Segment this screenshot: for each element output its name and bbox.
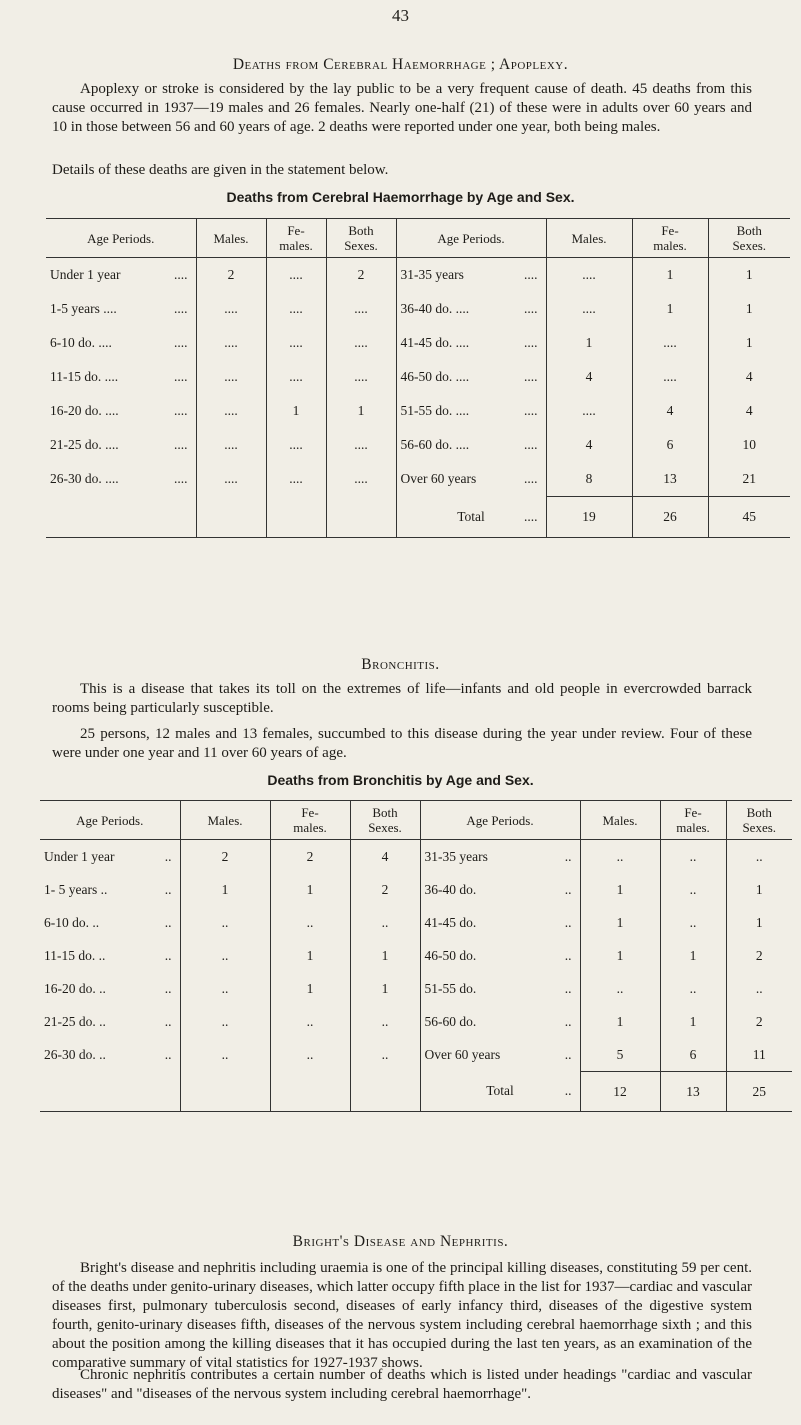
value-cell: 1 xyxy=(580,1005,660,1038)
age-period-cell xyxy=(46,360,196,394)
age-period-label: 21-25 do. .... xyxy=(50,437,119,452)
column-header: Males. xyxy=(580,801,660,840)
value-cell: .. xyxy=(350,906,420,939)
age-period-cell xyxy=(396,394,546,428)
apoplexy-table xyxy=(46,218,790,538)
leader-dots: .... xyxy=(524,335,538,350)
age-period-cell xyxy=(396,428,546,462)
value-cell: 1 xyxy=(270,972,350,1005)
column-header: Age Periods. xyxy=(420,801,580,840)
column-header: Fe- males. xyxy=(270,801,350,840)
brights-paragraph-1: Bright's disease and nephritis including uraemia is one of the principal killing diseases, constituting 59 per cent. of the deaths under genito-urinary diseases, which latter occupy fifth place in the list for 1937—cardiac and vascular diseases first, pulmonary tuberculosis second, diseases of early infancy third, diseases of the digestive system fourth, genito-urinary diseases fifth, diseases of the nervous system including cerebral haemorrhage sixth ; and this about the position among the killing diseases that it has occupied during the last ten years, as an examination of the comparative summary of vital statistics for 1927-1937 shows. xyxy=(52,1260,752,1371)
table-row xyxy=(40,972,792,1005)
column-header: Males. xyxy=(196,219,266,258)
value-cell: .... xyxy=(266,462,326,497)
value-cell: 2 xyxy=(726,1005,792,1038)
value-cell: 10 xyxy=(708,428,790,462)
value-cell: .... xyxy=(266,326,326,360)
value-cell: .... xyxy=(196,292,266,326)
age-period-cell xyxy=(40,906,180,939)
value-cell: 1 xyxy=(708,326,790,360)
age-period-cell xyxy=(46,292,196,326)
value-cell: 1 xyxy=(326,394,396,428)
age-period-label: Over 60 years xyxy=(400,471,477,487)
value-cell: .. xyxy=(580,972,660,1005)
apoplexy-heading: Deaths from Cerebral Haemorrhage ; Apoplexy. xyxy=(232,56,569,73)
age-period-cell xyxy=(46,462,196,497)
table-row xyxy=(46,292,790,326)
table-row xyxy=(46,428,790,462)
leader-dots: .. xyxy=(164,980,172,996)
age-period-cell xyxy=(46,394,196,428)
table-row xyxy=(46,394,790,428)
empty-cell xyxy=(266,497,326,538)
empty-cell xyxy=(350,1072,420,1112)
table-row xyxy=(46,258,790,293)
leader-dots: .... xyxy=(174,403,188,418)
column-header: Males. xyxy=(546,219,632,258)
value-cell: .. xyxy=(726,840,792,874)
value-cell: 1 xyxy=(726,873,792,906)
empty-cell xyxy=(46,497,196,538)
value-cell: .. xyxy=(726,972,792,1005)
leader-dots: .... xyxy=(174,437,188,452)
value-cell: 4 xyxy=(546,360,632,394)
column-header: Age Periods. xyxy=(40,801,180,840)
age-period-label: 36-40 do. .... xyxy=(400,301,470,316)
value-cell: 1 xyxy=(708,292,790,326)
leader-dots: .. xyxy=(164,914,172,930)
total-value-cell: 25 xyxy=(726,1072,792,1112)
leader-dots: .. xyxy=(164,947,172,963)
age-period-label: 36-40 do. xyxy=(424,881,477,897)
column-header: Both Sexes. xyxy=(350,801,420,840)
total-value-cell: 13 xyxy=(660,1072,726,1112)
value-cell: 1 xyxy=(580,906,660,939)
total-value-cell: 19 xyxy=(546,497,632,538)
value-cell: 4 xyxy=(350,840,420,874)
total-label-cell xyxy=(420,1072,580,1112)
table-row xyxy=(46,360,790,394)
leader-dots: .... xyxy=(174,471,188,487)
value-cell: .. xyxy=(660,873,726,906)
leader-dots: .... xyxy=(524,301,538,316)
empty-cell xyxy=(40,1072,180,1112)
age-period-cell xyxy=(396,360,546,394)
value-cell: 5 xyxy=(580,1038,660,1072)
total-value-cell: 26 xyxy=(632,497,708,538)
empty-cell xyxy=(180,1072,270,1112)
age-period-label: 11-15 do. .. xyxy=(44,947,106,963)
age-period-cell xyxy=(396,462,546,497)
age-period-label: 6-10 do. .. xyxy=(44,914,100,930)
age-period-label: Under 1 year xyxy=(50,267,121,282)
value-cell: .... xyxy=(196,326,266,360)
column-header: Males. xyxy=(180,801,270,840)
brights-paragraph-2: Chronic nephritis contributes a certain number of deaths which is listed under headings "cardiac and vascular diseases" and "diseases of the nervous system including cerebral haemorrhage". xyxy=(52,1367,752,1402)
bronchitis-heading: Bronchitis. xyxy=(361,656,440,673)
value-cell: .. xyxy=(580,840,660,874)
column-header: Both Sexes. xyxy=(326,219,396,258)
value-cell: 2 xyxy=(270,840,350,874)
leader-dots: .... xyxy=(524,471,538,487)
value-cell: .... xyxy=(326,360,396,394)
value-cell: .... xyxy=(546,258,632,293)
leader-dots: .. xyxy=(564,914,572,930)
value-cell: 13 xyxy=(632,462,708,497)
table-row xyxy=(40,939,792,972)
value-cell: .. xyxy=(180,972,270,1005)
value-cell: .... xyxy=(326,292,396,326)
table-row xyxy=(40,1038,792,1072)
age-period-cell xyxy=(420,1038,580,1072)
value-cell: 1 xyxy=(270,873,350,906)
column-header: Fe- males. xyxy=(632,219,708,258)
value-cell: 1 xyxy=(660,939,726,972)
value-cell: .... xyxy=(196,428,266,462)
age-period-cell xyxy=(40,939,180,972)
age-period-cell xyxy=(40,873,180,906)
value-cell: .... xyxy=(546,292,632,326)
total-value-cell: 12 xyxy=(580,1072,660,1112)
empty-cell xyxy=(326,497,396,538)
leader-dots: .. xyxy=(564,980,572,996)
age-period-label: 41-45 do. .... xyxy=(400,335,470,350)
brights-heading: Bright's Disease and Nephritis. xyxy=(292,1233,509,1250)
leader-dots: .. xyxy=(164,1013,172,1029)
age-period-label: 26-30 do. .... xyxy=(50,471,119,487)
age-period-label: 1-5 years .... xyxy=(50,301,117,316)
age-period-label: Under 1 year xyxy=(44,848,115,864)
leader-dots: .... xyxy=(524,369,538,384)
value-cell: 4 xyxy=(546,428,632,462)
age-period-label: 11-15 do. .... xyxy=(50,369,119,384)
leader-dots: .. xyxy=(564,848,572,864)
value-cell: 1 xyxy=(632,292,708,326)
apoplexy-paragraph-2: Details of these deaths are given in the statement below. xyxy=(52,162,389,178)
age-period-cell xyxy=(396,258,546,293)
value-cell: .. xyxy=(180,906,270,939)
age-period-cell xyxy=(420,1005,580,1038)
empty-cell xyxy=(196,497,266,538)
column-header: Fe- males. xyxy=(266,219,326,258)
leader-dots: .. xyxy=(564,1083,572,1099)
value-cell: .... xyxy=(196,462,266,497)
age-period-cell xyxy=(396,326,546,360)
value-cell: 11 xyxy=(726,1038,792,1072)
value-cell: .... xyxy=(266,428,326,462)
value-cell: 4 xyxy=(632,394,708,428)
leader-dots: .... xyxy=(174,301,188,316)
value-cell: 1 xyxy=(660,1005,726,1038)
age-period-cell xyxy=(46,258,196,293)
total-label: Total xyxy=(457,508,485,524)
apoplexy-paragraph-1: Apoplexy or stroke is considered by the lay public to be a very frequent cause of death. 45 deaths from this cause occurred in 1937—19 males and 26 females. Nearly one-half (21) of these were in adults over 60 years and 10 in those between 56 and 60 years of age. 2 deaths were reported under one year, both being males. xyxy=(52,81,752,135)
value-cell: .. xyxy=(660,906,726,939)
value-cell: 1 xyxy=(580,873,660,906)
age-period-label: 16-20 do. .. xyxy=(44,980,106,996)
value-cell: 1 xyxy=(726,906,792,939)
table-row xyxy=(40,906,792,939)
age-period-cell xyxy=(40,1005,180,1038)
age-period-cell xyxy=(40,840,180,874)
value-cell: 21 xyxy=(708,462,790,497)
age-period-label: 26-30 do. .. xyxy=(44,1046,106,1062)
value-cell: 1 xyxy=(350,972,420,1005)
age-period-label: 46-50 do. xyxy=(424,947,477,963)
value-cell: 2 xyxy=(326,258,396,293)
apoplexy-table-title: Deaths from Cerebral Haemorrhage by Age and Sex. xyxy=(226,189,575,205)
table-row xyxy=(40,1005,792,1038)
value-cell: .. xyxy=(270,906,350,939)
value-cell: 1 xyxy=(580,939,660,972)
value-cell: 1 xyxy=(632,258,708,293)
total-row xyxy=(46,497,790,538)
leader-dots: .. xyxy=(564,881,572,897)
column-header: Age Periods. xyxy=(396,219,546,258)
column-header: Age Periods. xyxy=(46,219,196,258)
age-period-cell xyxy=(46,326,196,360)
value-cell: 2 xyxy=(196,258,266,293)
age-period-label: 56-60 do. .... xyxy=(400,437,470,452)
leader-dots: .... xyxy=(524,403,538,418)
leader-dots: .. xyxy=(164,848,172,864)
age-period-cell xyxy=(40,1038,180,1072)
value-cell: .. xyxy=(180,939,270,972)
age-period-cell xyxy=(420,939,580,972)
value-cell: .... xyxy=(326,428,396,462)
value-cell: 2 xyxy=(350,873,420,906)
value-cell: .... xyxy=(196,360,266,394)
value-cell: 1 xyxy=(180,873,270,906)
value-cell: .... xyxy=(326,462,396,497)
value-cell: .. xyxy=(180,1005,270,1038)
value-cell: .... xyxy=(632,326,708,360)
page-number: 43 xyxy=(392,6,409,25)
value-cell: 6 xyxy=(660,1038,726,1072)
age-period-label: 6-10 do. .... xyxy=(50,335,112,350)
leader-dots: .. xyxy=(164,881,172,897)
age-period-cell xyxy=(420,972,580,1005)
age-period-label: 31-35 years xyxy=(400,267,464,282)
age-period-label: 51-55 do. xyxy=(424,980,477,996)
value-cell: .. xyxy=(180,1038,270,1072)
age-period-label: 56-60 do. xyxy=(424,1013,477,1029)
age-period-label: 41-45 do. xyxy=(424,914,477,930)
age-period-label: 1- 5 years .. xyxy=(44,881,108,897)
age-period-cell xyxy=(420,873,580,906)
leader-dots: .... xyxy=(524,437,538,452)
column-header: Both Sexes. xyxy=(726,801,792,840)
value-cell: .... xyxy=(196,394,266,428)
age-period-label: 16-20 do. .... xyxy=(50,403,119,418)
leader-dots: .... xyxy=(174,267,188,282)
leader-dots: .. xyxy=(564,1013,572,1029)
value-cell: .... xyxy=(546,394,632,428)
value-cell: 1 xyxy=(708,258,790,293)
leader-dots: .. xyxy=(164,1046,172,1062)
value-cell: 1 xyxy=(266,394,326,428)
value-cell: 4 xyxy=(708,394,790,428)
age-period-cell xyxy=(40,972,180,1005)
bronchitis-paragraph-2: 25 persons, 12 males and 13 females, succumbed to this disease during the year under review. Four of these were under one year and 11 over 60 years of age. xyxy=(52,726,752,761)
age-period-cell xyxy=(420,906,580,939)
value-cell: .. xyxy=(660,972,726,1005)
leader-dots: .... xyxy=(174,335,188,350)
leader-dots: .... xyxy=(174,369,188,384)
value-cell: .. xyxy=(660,840,726,874)
value-cell: .. xyxy=(350,1005,420,1038)
age-period-label: 51-55 do. .... xyxy=(400,403,470,418)
value-cell: 2 xyxy=(726,939,792,972)
leader-dots: .. xyxy=(564,947,572,963)
leader-dots: .... xyxy=(524,267,538,282)
column-header: Fe- males. xyxy=(660,801,726,840)
empty-cell xyxy=(270,1072,350,1112)
bronchitis-table-title: Deaths from Bronchitis by Age and Sex. xyxy=(267,772,534,788)
value-cell: .... xyxy=(632,360,708,394)
total-label: Total xyxy=(486,1083,514,1099)
age-period-label: 46-50 do. .... xyxy=(400,369,470,384)
bronchitis-table xyxy=(40,800,792,1112)
value-cell: .. xyxy=(270,1005,350,1038)
leader-dots: .. xyxy=(564,1046,572,1062)
column-header: Both Sexes. xyxy=(708,219,790,258)
bronchitis-paragraph-1: This is a disease that takes its toll on the extremes of life—infants and old people in evercrowded barrack rooms being particularly susceptible. xyxy=(52,681,752,716)
value-cell: .... xyxy=(266,360,326,394)
table-row xyxy=(46,462,790,497)
value-cell: 1 xyxy=(270,939,350,972)
age-period-label: 31-35 years xyxy=(424,848,488,864)
value-cell: .... xyxy=(266,292,326,326)
value-cell: 4 xyxy=(708,360,790,394)
value-cell: 1 xyxy=(350,939,420,972)
age-period-cell xyxy=(420,840,580,874)
table-row xyxy=(40,840,792,874)
total-value-cell: 45 xyxy=(708,497,790,538)
table-row xyxy=(40,873,792,906)
leader-dots: .... xyxy=(524,508,538,524)
value-cell: .. xyxy=(350,1038,420,1072)
value-cell: 6 xyxy=(632,428,708,462)
value-cell: 8 xyxy=(546,462,632,497)
age-period-label: Over 60 years xyxy=(424,1046,501,1062)
value-cell: .... xyxy=(266,258,326,293)
total-label-cell xyxy=(396,497,546,538)
value-cell: 2 xyxy=(180,840,270,874)
table-row xyxy=(46,326,790,360)
age-period-cell xyxy=(396,292,546,326)
value-cell: .... xyxy=(326,326,396,360)
age-period-cell xyxy=(46,428,196,462)
age-period-label: 21-25 do. .. xyxy=(44,1013,106,1029)
value-cell: 1 xyxy=(546,326,632,360)
total-row xyxy=(40,1072,792,1112)
value-cell: .. xyxy=(270,1038,350,1072)
